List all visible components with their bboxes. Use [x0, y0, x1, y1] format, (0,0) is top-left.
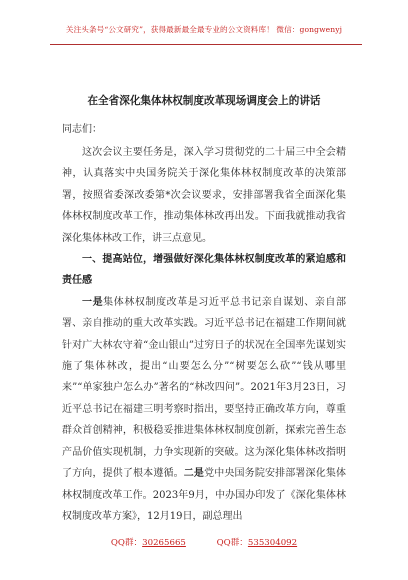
page-title: 在全省深化集体林权制度改革现场调度会上的讲话	[87, 95, 321, 107]
qq-label-1: QQ群：	[110, 538, 143, 548]
header-divider	[50, 44, 362, 45]
footer-qq-group-2	[217, 536, 298, 548]
footer	[0, 536, 408, 548]
salutation: 同志们：	[62, 124, 102, 135]
section-heading-1: 一、提高站位，增强做好深化集体林权制度改革的紧迫感和责任感	[62, 254, 346, 287]
footer-qq-group-1	[111, 536, 186, 548]
point-lead-2: 二是	[183, 468, 205, 480]
header-banner: 关注头条号“公文研究”，获得最新最全最专业的公文资料库！ 微信：gongwenyj	[65, 25, 343, 34]
paragraph-point-1	[62, 292, 346, 527]
point-text-2: 党中央国务院安排部署深化集体林权制度改革工作。2023年9月，中办国办印发了《深化集体林权制度改革方案》，12月19日，副总理出	[62, 468, 347, 522]
document-body	[62, 142, 346, 527]
qq-number-1[interactable]: 30265665	[142, 538, 186, 548]
paragraph-intro: 这次会议主要任务是，深入学习贯彻党的二十届三中全会精神，认真落实中央国务院关于深化集体林权制度改革的决策部署，按照省委深改委第*次会议要求，安排部署我省全面深化集体林权制度改革工作，推动集体林改再出发。下面我就推动我省深化集体林改工作，讲三点意见。	[62, 147, 346, 244]
point-text-1: 集体林权制度改革是习近平总书记亲自谋划、亲自部署、亲自推动的重大改革实践。习近平总书记在福建工作期间就针对广大林农守着“金山银山”过穷日子的状况在全国率先谋划实施了集体林改，提出“山要怎么分”“树要怎么砍”“钱从哪里来”“单家独户怎么办”著名的“林改四问”。2021年3月23日，习近平总书记在福建三明考察时指出，要坚持正确改革方向，尊重群众首创精神，积极稳妥推进集体林权制度创新，探索完善生态产品价值实现机制，力争实现新的突破。这为深化集体林改指明了方向，提供了根本遵循。	[62, 296, 347, 480]
point-lead-1: 一是	[82, 296, 104, 308]
qq-number-2[interactable]: 535304092	[247, 538, 298, 548]
qq-label-2: QQ群：	[216, 538, 248, 548]
